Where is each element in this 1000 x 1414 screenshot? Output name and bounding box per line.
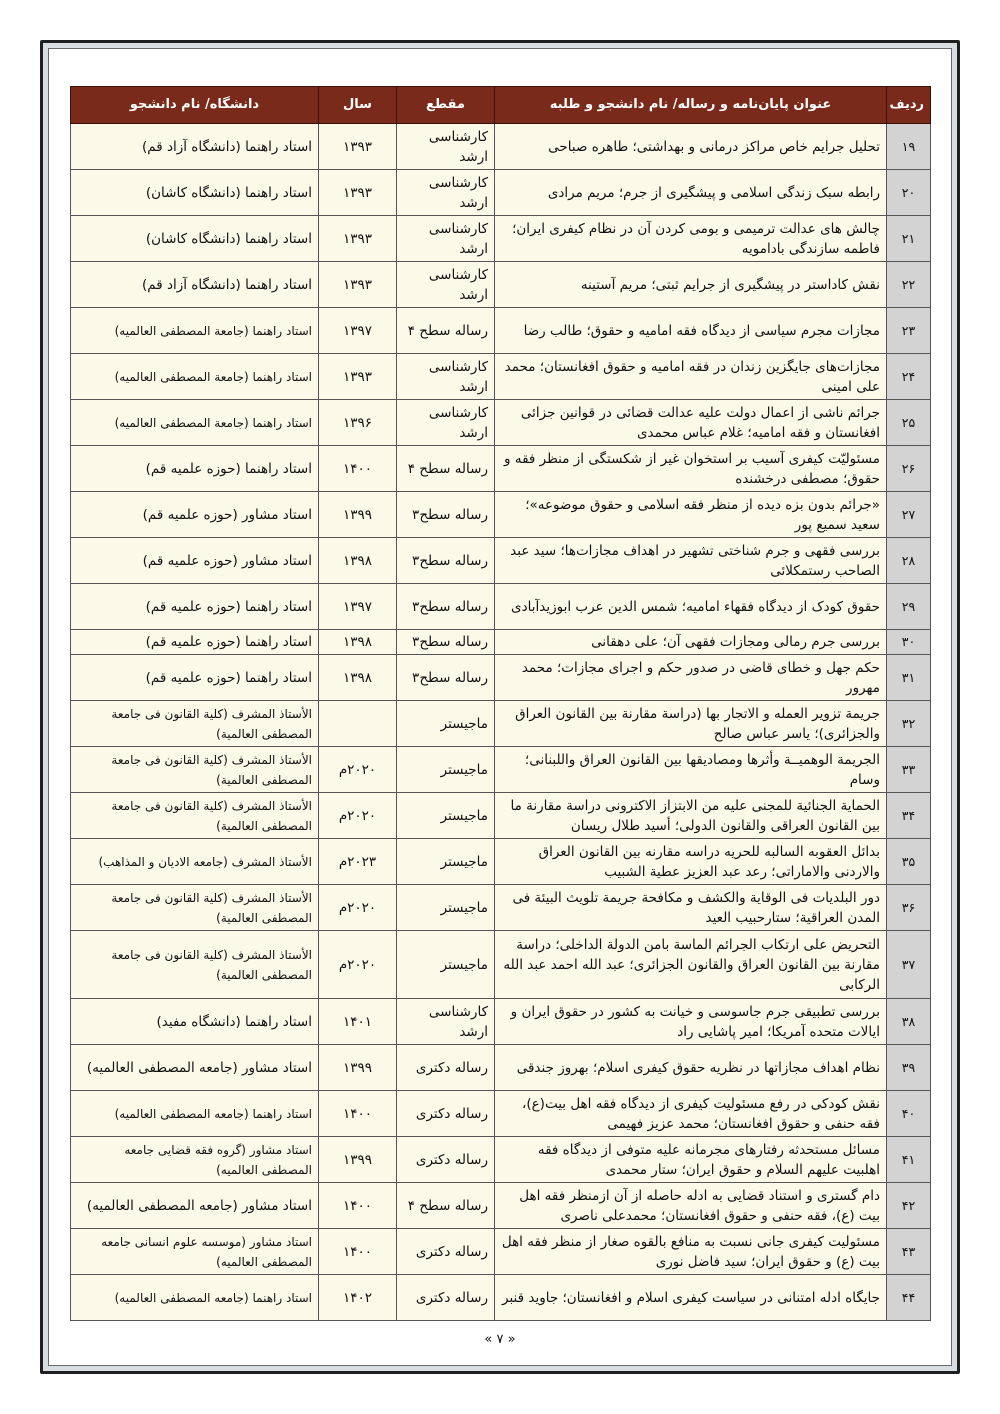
degree-level-cell: ماجیستر <box>397 701 495 747</box>
thesis-title-cell: مسئولیّت کیفری آسیب بر استخوان غیر از شکستگی از منظر فقه و حقوق؛ مصطفی درخشنده <box>495 446 887 492</box>
header-supervisor: دانشگاه/ نام دانشجو <box>71 87 319 124</box>
thesis-title-cell: «جرائم بدون بزه دیده از منظر فقه اسلامی و حقوق موضوعه»؛ سعید سمیع پور <box>495 492 887 538</box>
thesis-title-cell: الحمایة الجنائیة للمجنی علیه من الابتزاز الاکترونی دراسة مقارنة ما بین القانون العراقی والقانون الدولی؛ أسید طلال ریسان <box>495 793 887 839</box>
thesis-title-cell: دام گستری و استناد قضایی به ادله حاصله از آن ازمنظر فقه اهل بیت (ع)، فقه حنفی و حقوق افغانستان؛ محمدعلی ناصری <box>495 1183 887 1229</box>
year-cell: ۱۳۹۳ <box>319 124 397 170</box>
thesis-title-cell: مسائل مستحدثه رفتارهای مجرمانه علیه متوفی از دیدگاه فقه اهلبیت علیهم السلام و حقوق ایران؛ ستار محمدی <box>495 1137 887 1183</box>
year-cell: ۱۴۰۰ <box>319 1091 397 1137</box>
row-number-cell: ۲۱ <box>887 216 931 262</box>
row-number-cell: ۳۷ <box>887 931 931 999</box>
supervisor-cell: استاد راهنما (دانشگاه آزاد قم) <box>71 262 319 308</box>
row-number-cell: ۳۸ <box>887 999 931 1045</box>
year-cell: ۱۳۹۸ <box>319 655 397 701</box>
degree-level-cell: کارشناسی ارشد <box>397 170 495 216</box>
supervisor-cell: استاد راهنما (جامعة المصطفی العالمیه) <box>71 400 319 446</box>
row-number-cell: ۴۱ <box>887 1137 931 1183</box>
thesis-title-cell: الجریمة الوهمیــة وأثرها ومصادیقها بین القانون العراق واللبنانی؛ وسام <box>495 747 887 793</box>
supervisor-cell: الأستاذ المشرف (کلیة القانون فی جامعة المصطفی العالمیة) <box>71 701 319 747</box>
table-row <box>71 492 931 538</box>
row-number-cell: ۲۴ <box>887 354 931 400</box>
year-cell: ۲۰۲۳م <box>319 839 397 885</box>
degree-level-cell: ماجیستر <box>397 839 495 885</box>
degree-level-cell: رساله سطح۳ <box>397 630 495 655</box>
table-row <box>71 999 931 1045</box>
degree-level-cell: رساله دکتری <box>397 1091 495 1137</box>
supervisor-cell: استاد راهنما (دانشگاه کاشان) <box>71 170 319 216</box>
thesis-table <box>70 86 931 1321</box>
degree-level-cell: کارشناسی ارشد <box>397 400 495 446</box>
table-row <box>71 1091 931 1137</box>
table-row <box>71 216 931 262</box>
table-row <box>71 354 931 400</box>
table-body <box>71 124 931 1321</box>
thesis-title-cell: مجازات‌های جایگزین زندان در فقه امامیه و حقوق افغانستان؛ محمد علی امینی <box>495 354 887 400</box>
table-row <box>71 584 931 630</box>
table-row <box>71 446 931 492</box>
row-number-cell: ۳۵ <box>887 839 931 885</box>
degree-level-cell: رساله سطح ۴ <box>397 1183 495 1229</box>
row-number-cell: ۲۵ <box>887 400 931 446</box>
supervisor-cell: استاد راهنما (حوزه علمیه قم) <box>71 584 319 630</box>
row-number-cell: ۱۹ <box>887 124 931 170</box>
thesis-title-cell: دور البلدیات فی الوقایة والکشف و مکافحة جریمة تلویث البیئة فی المدن العراقیة؛ ستارحبیب العید <box>495 885 887 931</box>
table-row <box>71 655 931 701</box>
table-row <box>71 885 931 931</box>
thesis-title-cell: بررسی جرم رمالی ومجازات فقهی آن؛ علی دهقانی <box>495 630 887 655</box>
thesis-title-cell: جریمة تزویر العمله و الاتجار بها (دراسة مقارنة بین القانون العراق والجزائری)؛ یاسر عباس صالح <box>495 701 887 747</box>
row-number-cell: ۲۸ <box>887 538 931 584</box>
thesis-title-cell: نظام اهداف مجازاتها در نظریه حقوق کیفری اسلام؛ بهروز جندقی <box>495 1045 887 1091</box>
row-number-cell: ۳۱ <box>887 655 931 701</box>
table-row <box>71 170 931 216</box>
year-cell: ۱۳۹۹ <box>319 492 397 538</box>
table-row <box>71 262 931 308</box>
year-cell: ۲۰۲۰م <box>319 793 397 839</box>
supervisor-cell: استاد مشاور (جامعه المصطفی العالمیه) <box>71 1183 319 1229</box>
table-row <box>71 308 931 354</box>
year-cell: ۱۳۹۳ <box>319 216 397 262</box>
thesis-title-cell: بررسی تطبیقی جرم جاسوسی و خیانت به کشور در حقوق ایران و ایالات متحده آمریکا؛ امیر پاشایی راد <box>495 999 887 1045</box>
degree-level-cell: ماجیستر <box>397 931 495 999</box>
degree-level-cell: رساله سطح۳ <box>397 492 495 538</box>
year-cell: ۱۳۹۷ <box>319 308 397 354</box>
year-cell: ۱۴۰۱ <box>319 999 397 1045</box>
year-cell: ۱۳۹۷ <box>319 584 397 630</box>
table-header-row <box>71 87 931 124</box>
degree-level-cell: کارشناسی ارشد <box>397 354 495 400</box>
page-number: « ۷ » <box>484 1332 516 1347</box>
supervisor-cell: استاد مشاور (حوزه علمیه قم) <box>71 492 319 538</box>
degree-level-cell: رساله دکتری <box>397 1275 495 1321</box>
header-row-number: ردیف <box>887 87 931 124</box>
degree-level-cell: رساله دکتری <box>397 1229 495 1275</box>
table-row <box>71 1229 931 1275</box>
row-number-cell: ۲۳ <box>887 308 931 354</box>
thesis-title-cell: رابطه سبک زندگی اسلامی و پیشگیری از جرم؛ مریم مرادی <box>495 170 887 216</box>
year-cell: ۲۰۲۰م <box>319 747 397 793</box>
year-cell <box>319 701 397 747</box>
supervisor-cell: استاد راهنما (دانشگاه کاشان) <box>71 216 319 262</box>
table-row <box>71 931 931 999</box>
row-number-cell: ۳۲ <box>887 701 931 747</box>
thesis-title-cell: حقوق کودک از دیدگاه فقهاء امامیه؛ شمس الدین عرب ابوزیدآبادی <box>495 584 887 630</box>
year-cell: ۲۰۲۰م <box>319 885 397 931</box>
row-number-cell: ۲۷ <box>887 492 931 538</box>
table-row <box>71 701 931 747</box>
row-number-cell: ۴۲ <box>887 1183 931 1229</box>
row-number-cell: ۳۹ <box>887 1045 931 1091</box>
row-number-cell: ۳۳ <box>887 747 931 793</box>
thesis-table-container <box>70 86 930 1321</box>
thesis-title-cell: بررسی فقهی و جرم شناختی تشهیر در اهداف مجازات‌ها؛ سید عبد الصاحب رستمکلائی <box>495 538 887 584</box>
degree-level-cell: کارشناسی ارشد <box>397 262 495 308</box>
thesis-title-cell: التحریض علی ارتکاب الجرائم الماسة بامن الدولة الداخلی؛ دراسة مقارنة بین القانون العراق والقانون الجزائری؛ عبد الله احمد عبد الله الرکابی <box>495 931 887 999</box>
table-row <box>71 630 931 655</box>
degree-level-cell: رساله سطح۳ <box>397 538 495 584</box>
supervisor-cell: استاد راهنما (جامعة المصطفی العالمیه) <box>71 354 319 400</box>
supervisor-cell: استاد راهنما (دانشگاه مفید) <box>71 999 319 1045</box>
degree-level-cell: ماجیستر <box>397 885 495 931</box>
row-number-cell: ۲۹ <box>887 584 931 630</box>
row-number-cell: ۳۴ <box>887 793 931 839</box>
year-cell: ۲۰۲۰م <box>319 931 397 999</box>
supervisor-cell: استاد مشاور (موسسه علوم انسانی جامعه المصطفی العالمیه) <box>71 1229 319 1275</box>
row-number-cell: ۴۰ <box>887 1091 931 1137</box>
supervisor-cell: استاد راهنما (دانشگاه آزاد قم) <box>71 124 319 170</box>
supervisor-cell: الأستاذ المشرف (کلیة القانون فی جامعة المصطفی العالمیة) <box>71 885 319 931</box>
degree-level-cell: کارشناسی ارشد <box>397 999 495 1045</box>
header-level: مقطع <box>397 87 495 124</box>
degree-level-cell: رساله سطح۳ <box>397 655 495 701</box>
header-title: عنوان پایان‌نامه و رساله/ نام دانشجو و طلبه <box>495 87 887 124</box>
degree-level-cell: رساله سطح ۴ <box>397 308 495 354</box>
supervisor-cell: الأستاذ المشرف (جامعه الادیان و المذاهب) <box>71 839 319 885</box>
supervisor-cell: استاد راهنما (جامعه المصطفی العالمیه) <box>71 1275 319 1321</box>
supervisor-cell: استاد راهنما (حوزه علمیه قم) <box>71 446 319 492</box>
thesis-title-cell: مجازات مجرم سیاسی از دیدگاه فقه امامیه و حقوق؛ طالب رضا <box>495 308 887 354</box>
year-cell: ۱۴۰۰ <box>319 1183 397 1229</box>
header-year: سال <box>319 87 397 124</box>
degree-level-cell: ماجیستر <box>397 747 495 793</box>
table-row <box>71 839 931 885</box>
supervisor-cell: استاد مشاور (حوزه علمیه قم) <box>71 538 319 584</box>
supervisor-cell: استاد راهنما (حوزه علمیه قم) <box>71 630 319 655</box>
thesis-title-cell: بدائل العقوبه السالبه للحریه دراسه مقارنه بین القانون العراق والاردنی والاماراتی؛ رعد عبد العزیز عطیة الشبیب <box>495 839 887 885</box>
supervisor-cell: استاد مشاور (گروه فقه قضایی جامعه المصطفی العالمیه) <box>71 1137 319 1183</box>
supervisor-cell: الأستاذ المشرف (کلیة القانون فی جامعة المصطفی العالمیة) <box>71 793 319 839</box>
year-cell: ۱۴۰۰ <box>319 446 397 492</box>
year-cell: ۱۳۹۳ <box>319 354 397 400</box>
degree-level-cell: رساله دکتری <box>397 1045 495 1091</box>
year-cell: ۱۴۰۰ <box>319 1229 397 1275</box>
supervisor-cell: استاد راهنما (جامعة المصطفی العالمیه) <box>71 308 319 354</box>
year-cell: ۱۳۹۳ <box>319 262 397 308</box>
table-row <box>71 1137 931 1183</box>
degree-level-cell: رساله سطح۳ <box>397 584 495 630</box>
degree-level-cell: ماجیستر <box>397 793 495 839</box>
row-number-cell: ۳۰ <box>887 630 931 655</box>
supervisor-cell: استاد راهنما (جامعه المصطفی العالمیه) <box>71 1091 319 1137</box>
degree-level-cell: کارشناسی ارشد <box>397 124 495 170</box>
thesis-title-cell: نقش کودکی در رفع مسئولیت کیفری از دیدگاه فقه اهل بیت(ع)، فقه حنفی و حقوق افغانستان؛ محمد عزیز فهیمی <box>495 1091 887 1137</box>
table-row <box>71 1275 931 1321</box>
thesis-title-cell: نقش کاداستر در پیشگیری از جرایم ثبتی؛ مریم آستینه <box>495 262 887 308</box>
degree-level-cell: کارشناسی ارشد <box>397 216 495 262</box>
thesis-title-cell: جرائم ناشی از اعمال دولت علیه عدالت قضائی در قوانین جزائی افغانستان و فقه امامیه؛ غلام عباس محمدی <box>495 400 887 446</box>
row-number-cell: ۴۴ <box>887 1275 931 1321</box>
table-row <box>71 400 931 446</box>
thesis-title-cell: حکم جهل و خطای قاضی در صدور حکم و اجرای مجازات؛ محمد مهرور <box>495 655 887 701</box>
row-number-cell: ۲۶ <box>887 446 931 492</box>
supervisor-cell: الأستاذ المشرف (کلیة القانون فی جامعة المصطفی العالمیة) <box>71 931 319 999</box>
supervisor-cell: الأستاذ المشرف (کلیة القانون فی جامعة المصطفی العالمیة) <box>71 747 319 793</box>
year-cell: ۱۳۹۶ <box>319 400 397 446</box>
thesis-title-cell: چالش های عدالت ترمیمی و بومی کردن آن در نظام کیفری ایران؛ فاطمه سازندگی بادامویه <box>495 216 887 262</box>
table-row <box>71 538 931 584</box>
table-row <box>71 1183 931 1229</box>
thesis-title-cell: تحلیل جرایم خاص مراکز درمانی و بهداشتی؛ طاهره صباحی <box>495 124 887 170</box>
thesis-title-cell: مسئولیت کیفری جانی نسبت به منافع بالقوه صغار از منظر فقه اهل بیت (ع) و حقوق ایران؛ سید فاضل نوری <box>495 1229 887 1275</box>
table-row <box>71 747 931 793</box>
thesis-title-cell: جایگاه ادله امتنانی در سیاست کیفری اسلام و افغانستان؛ جاوید قنبر <box>495 1275 887 1321</box>
supervisor-cell: استاد راهنما (حوزه علمیه قم) <box>71 655 319 701</box>
row-number-cell: ۲۲ <box>887 262 931 308</box>
year-cell: ۱۳۹۹ <box>319 1045 397 1091</box>
year-cell: ۱۳۹۹ <box>319 1137 397 1183</box>
year-cell: ۱۴۰۲ <box>319 1275 397 1321</box>
row-number-cell: ۲۰ <box>887 170 931 216</box>
degree-level-cell: رساله سطح ۴ <box>397 446 495 492</box>
table-row <box>71 124 931 170</box>
table-row <box>71 1045 931 1091</box>
year-cell: ۱۳۹۳ <box>319 170 397 216</box>
row-number-cell: ۴۳ <box>887 1229 931 1275</box>
year-cell: ۱۳۹۸ <box>319 538 397 584</box>
supervisor-cell: استاد مشاور (جامعه المصطفی العالمیه) <box>71 1045 319 1091</box>
table-row <box>71 793 931 839</box>
degree-level-cell: رساله دکتری <box>397 1137 495 1183</box>
year-cell: ۱۳۹۸ <box>319 630 397 655</box>
row-number-cell: ۳۶ <box>887 885 931 931</box>
